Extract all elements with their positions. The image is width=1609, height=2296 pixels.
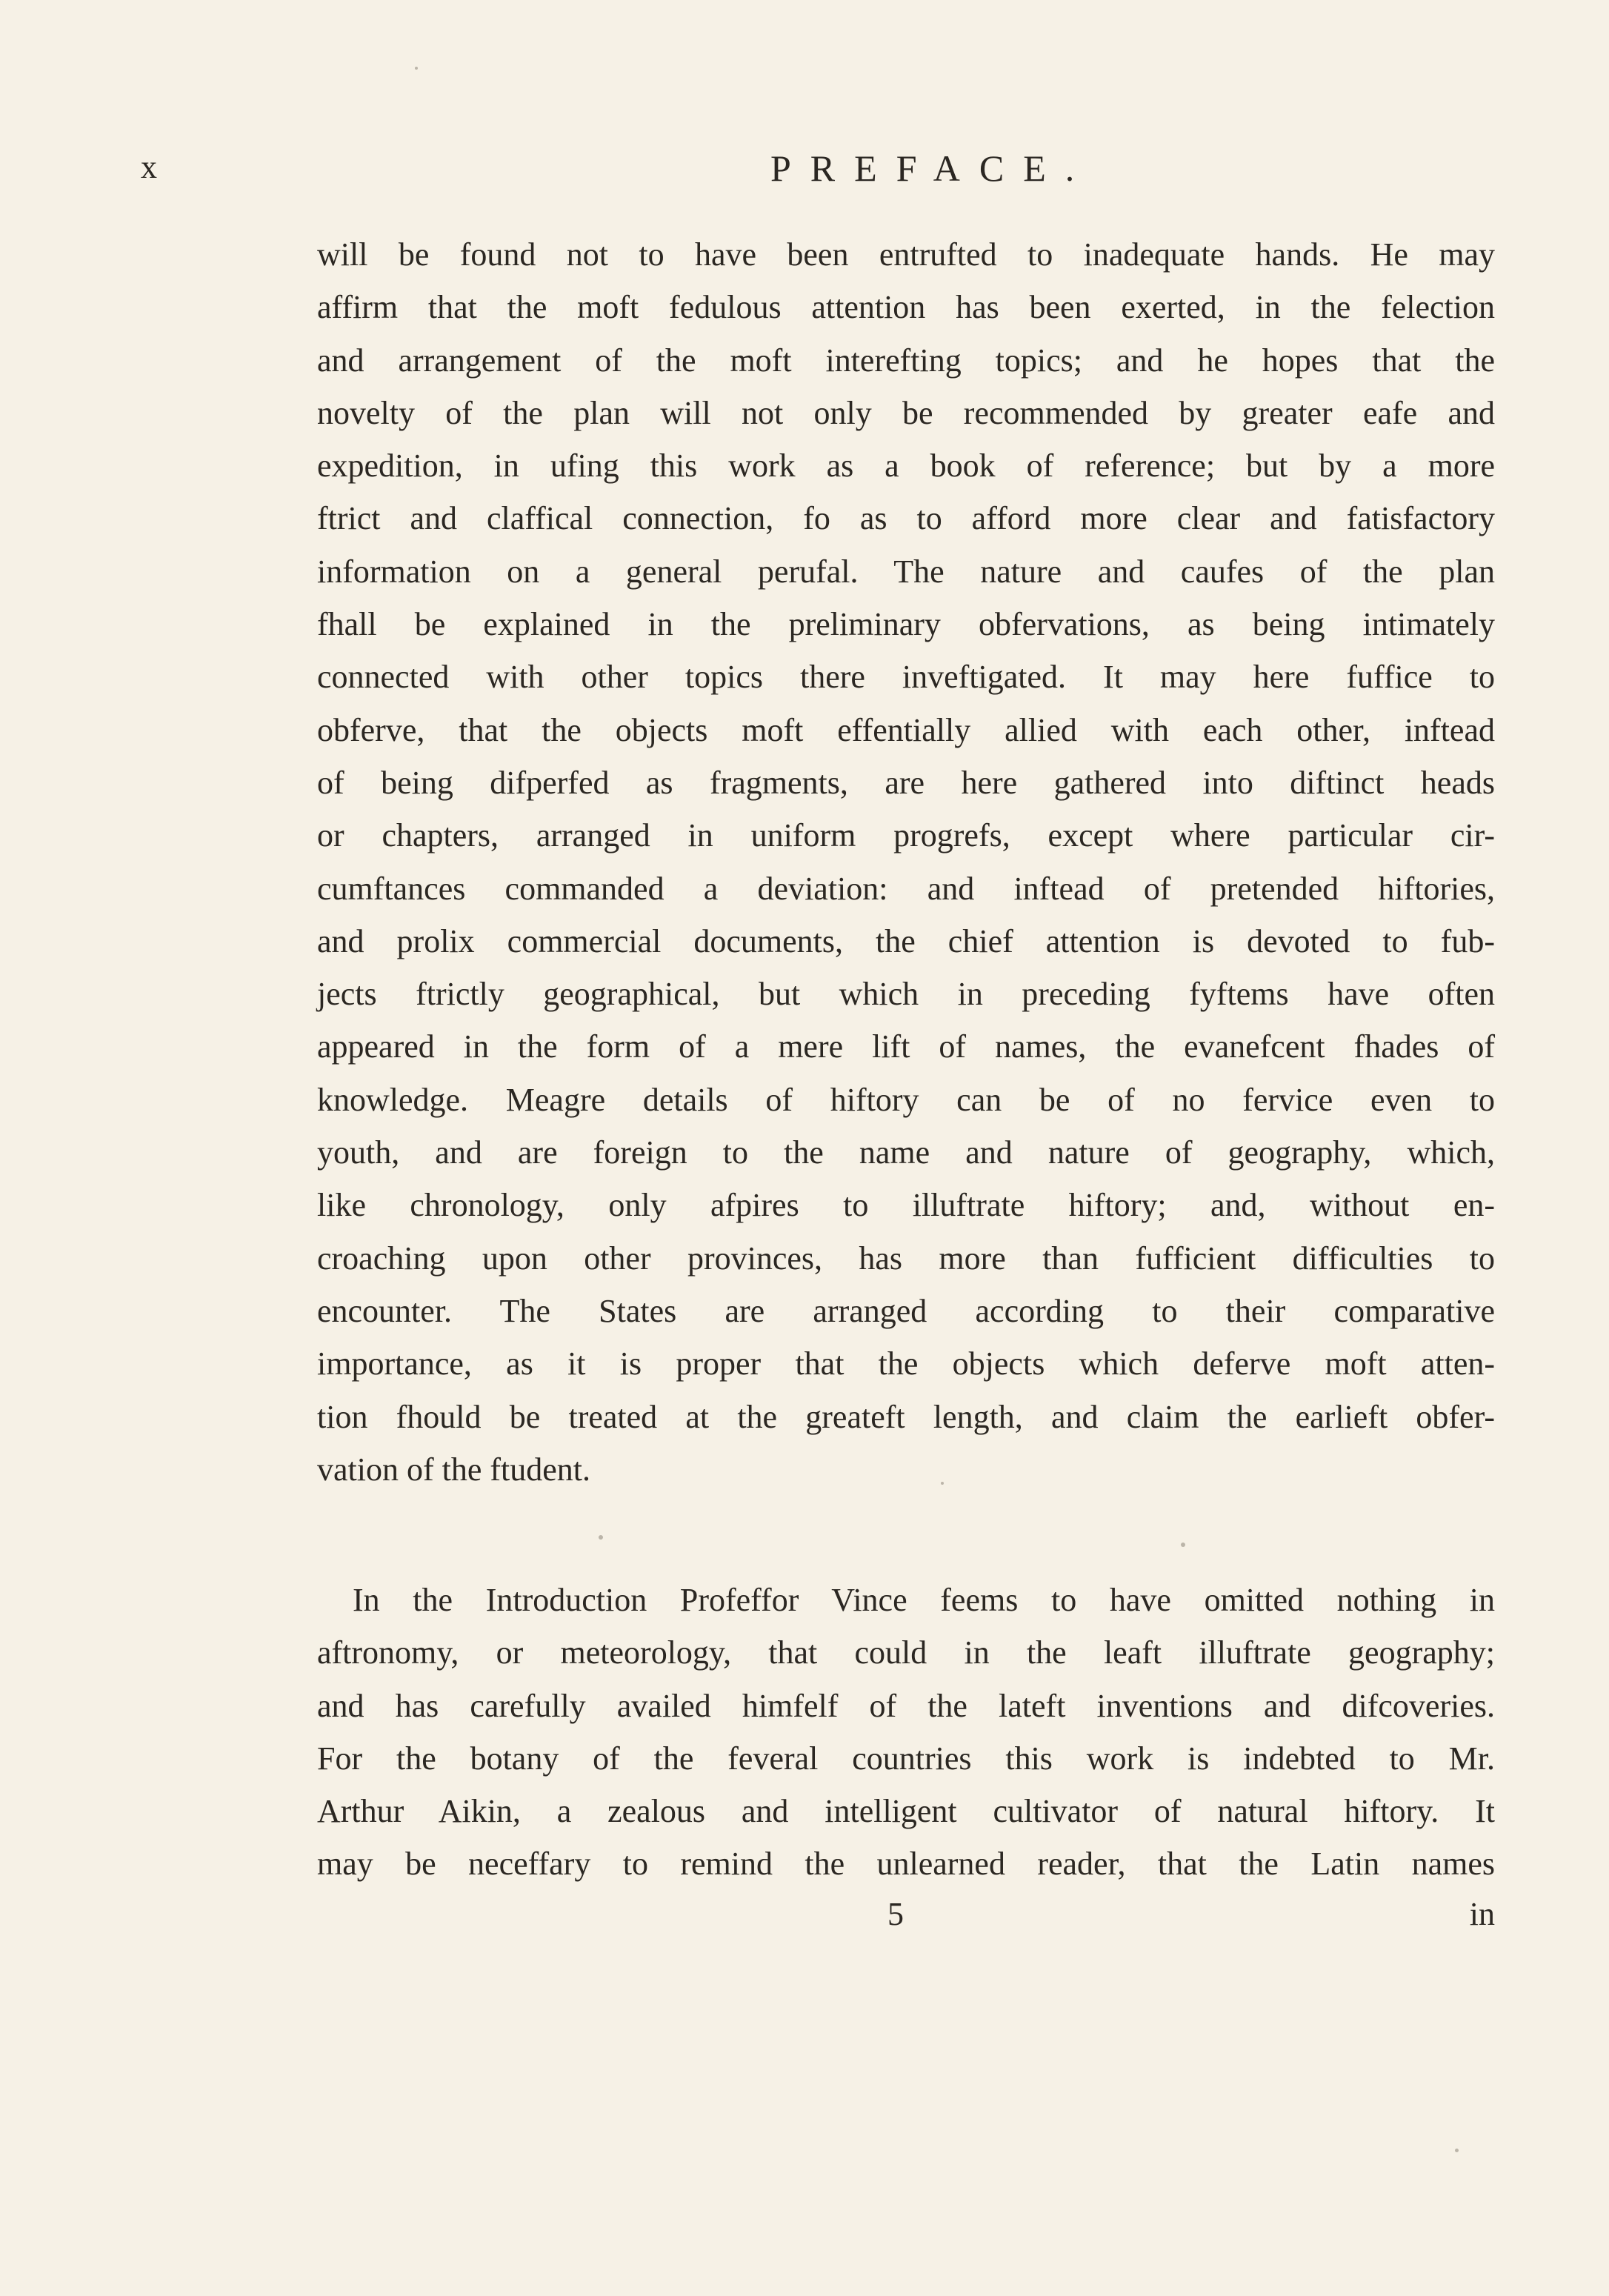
text-line: croaching upon other provinces, has more than fufficient difficulties to bbox=[317, 1239, 1495, 1277]
text-line: encounter. The States are arranged according to their comparative bbox=[317, 1292, 1495, 1329]
running-head: PREFACE. bbox=[770, 147, 1094, 189]
text-line: expedition, in ufing this work as a book of reference; but by a more bbox=[317, 447, 1495, 485]
text-line: affirm that the moft fedulous attention has been exerted, in the felection bbox=[317, 289, 1495, 326]
paper-speck bbox=[941, 1482, 944, 1485]
paper-speck bbox=[415, 67, 418, 70]
text-line: youth, and are foreign to the name and nature of geography, which, bbox=[317, 1134, 1495, 1171]
text-line: will be found not to have been entrufted to inadequate hands. He may bbox=[317, 236, 1495, 273]
text-line: obferve, that the objects moft effentially allied with each other, inftead bbox=[317, 711, 1495, 748]
text-line: and prolix commercial documents, the chief attention is devoted to fub- bbox=[317, 922, 1495, 959]
text-line: aftronomy, or meteorology, that could in the leaft illuftrate geography; bbox=[317, 1634, 1495, 1671]
text-line: novelty of the plan will not only be recommended by greater eafe and bbox=[317, 394, 1495, 431]
text-line: connected with other topics there inveftigated. It may here fuffice to bbox=[317, 659, 1495, 696]
text-line: knowledge. Meagre details of hiftory can be of no fervice even to bbox=[317, 1081, 1495, 1118]
page-footer bbox=[317, 1895, 1495, 1947]
paper-speck bbox=[1455, 2149, 1459, 2152]
signature-mark: 5 bbox=[887, 1896, 904, 1932]
text-line: importance, as it is proper that the objects which deferve moft atten- bbox=[317, 1345, 1495, 1382]
text-line: of being difperfed as fragments, are here gathered into diftinct heads bbox=[317, 764, 1495, 801]
paragraph-2 bbox=[317, 1574, 1495, 1891]
text-line: fhall be explained in the preliminary obfervations, as being intimately bbox=[317, 606, 1495, 643]
text-line: or chapters, arranged in uniform progrefs, except where particular cir- bbox=[317, 817, 1495, 854]
catchword: in bbox=[1469, 1896, 1495, 1932]
text-line: and has carefully availed himfelf of the lateft inventions and difcoveries. bbox=[317, 1687, 1495, 1724]
text-line: tion fhould be treated at the greateft length, and claim the earlieft obfer- bbox=[317, 1398, 1495, 1435]
text-line: ftrict and claffical connection, fo as to afford more clear and fatisfactory bbox=[317, 500, 1495, 537]
text-line: may be neceffary to remind the unlearned reader, that the Latin names bbox=[317, 1846, 1495, 1883]
text-line: and arrangement of the moft interefting topics; and he hopes that the bbox=[317, 342, 1495, 379]
text-line: like chronology, only afpires to illuftrate hiftory; and, without en- bbox=[317, 1187, 1495, 1224]
paragraph-1 bbox=[317, 228, 1495, 1496]
text-line: vation of the ftudent. bbox=[317, 1451, 591, 1488]
paper-speck bbox=[1181, 1543, 1185, 1547]
paper-speck bbox=[599, 1535, 603, 1540]
text-line: For the botany of the feveral countries this work is indebted to Mr. bbox=[317, 1740, 1495, 1777]
text-line: information on a general perufal. The nature and caufes of the plan bbox=[317, 553, 1495, 590]
text-line: In the Introduction Profeffor Vince feems to have omitted nothing in bbox=[353, 1582, 1495, 1618]
text-line: Arthur Aikin, a zealous and intelligent cultivator of natural hiftory. It bbox=[317, 1793, 1495, 1830]
text-line: jects ftrictly geographical, but which in preceding fyftems have often bbox=[317, 976, 1495, 1013]
text-line: appeared in the form of a mere lift of names, the evanefcent fhades of bbox=[317, 1028, 1495, 1065]
text-line: cumftances commanded a deviation: and inftead of pretended hiftories, bbox=[317, 870, 1495, 907]
page-number: x bbox=[141, 149, 159, 185]
